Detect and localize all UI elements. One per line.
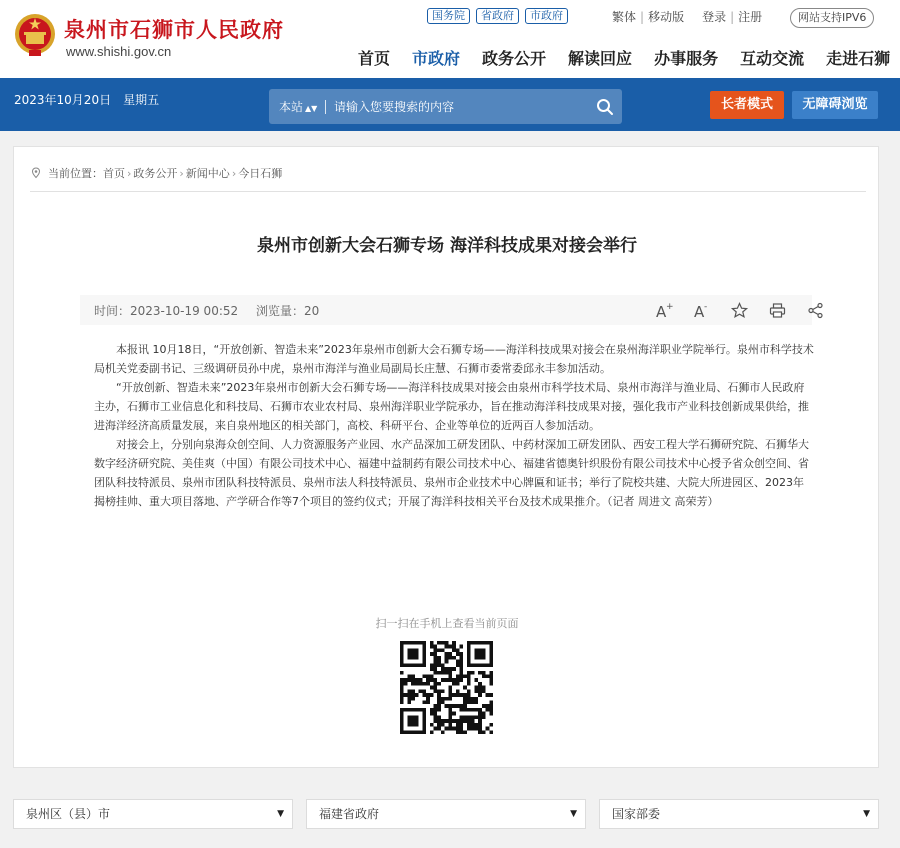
- nav-about-shishi[interactable]: 走进石狮: [826, 49, 891, 68]
- top-links: [612, 8, 762, 25]
- divider: |: [640, 9, 645, 24]
- district-links-select[interactable]: 泉州区（县）市 ▼: [13, 799, 293, 829]
- caret-down-icon: ▼: [863, 809, 870, 819]
- gov-link-city[interactable]: 市政府: [525, 8, 568, 24]
- print-icon[interactable]: [758, 300, 796, 320]
- article-body: [94, 340, 814, 511]
- search-icon[interactable]: [596, 98, 614, 116]
- current-date: 2023年10月20日 星期五: [14, 93, 160, 107]
- nav-services[interactable]: 办事服务: [654, 49, 719, 68]
- divider: [30, 191, 866, 192]
- sort-arrows-icon: ▲▼: [305, 104, 318, 113]
- elder-mode-button[interactable]: 长者模式: [710, 91, 784, 119]
- article-paragraph: “开放创新、智造未来”2023年泉州市创新大会石狮专场——海洋科技成果对接会由泉州市科学技术局、泉州市海洋与渔业局、石狮市人民政府主办，石狮市工业信息化和科技局、石狮市农业农村局、泉州海洋职业学院承办，旨在推动海洋科技成果对接，强化我市产业科技创新成果供给，推进海洋经济高质量发展，来自泉州地区的相关部门，高校、科研平台、企业等单位的近两百人参加活动。: [94, 381, 809, 432]
- login-link[interactable]: 登录: [702, 10, 727, 24]
- font-decrease-icon[interactable]: [682, 300, 720, 320]
- share-icon[interactable]: [796, 300, 834, 320]
- article-paragraph: 对接会上，分别向泉海众创空间、人力资源服务产业园、水产品深加工研发团队、中药材深加工研发团队、西安工程大学石狮研究院、石狮华大数字经济研究院、美佳爽（中国）有限公司技术中心、福建中益制药有限公司技术中心、福建省德奥针织股份有限公司技术中心授予省众创空间、省团队科技特派员、泉州市团队科技特派员、泉州市法人科技特派员、泉州市企业技术中心牌匾和证书；举行了院校共建、大院大所进园区、2023年揭榜挂帅、重大项目落地、产学研合作等7个项目的签约仪式；开展了海洋科技相关平台及技术成果推介。（记者 周进文 高荣芳）: [94, 438, 809, 508]
- article-meta: [94, 302, 333, 319]
- svg-text:+: +: [665, 301, 674, 312]
- gov-link-state-council[interactable]: 国务院: [427, 8, 470, 24]
- qr-code-image: [400, 641, 493, 734]
- site-title[interactable]: 泉州市石狮市人民政府: [64, 17, 284, 42]
- accessibility-button[interactable]: 无障碍浏览: [792, 91, 878, 119]
- nav-home[interactable]: 首页: [358, 49, 391, 68]
- font-increase-icon[interactable]: [644, 300, 682, 320]
- gov-link-province[interactable]: 省政府: [476, 8, 519, 24]
- location-pin-icon: [30, 167, 42, 179]
- caret-down-icon: ▼: [570, 809, 577, 819]
- gov-links: [427, 8, 568, 24]
- province-links-select[interactable]: 福建省政府 ▼: [306, 799, 586, 829]
- search-scope-select[interactable]: 本站 ▲▼: [279, 100, 318, 114]
- breadcrumb-separator-icon: ›: [231, 166, 237, 180]
- view-count: 浏览量：20: [255, 304, 320, 318]
- publish-time: 时间：2023-10-19 00:52: [94, 304, 239, 318]
- nav-government-affairs[interactable]: 政务公开: [482, 49, 547, 68]
- search-box[interactable]: [269, 89, 622, 124]
- mobile-version-link[interactable]: 移动版: [648, 10, 685, 24]
- divider: |: [730, 9, 735, 24]
- article-tools: [644, 300, 834, 320]
- divider: [325, 100, 326, 114]
- breadcrumb-news-center[interactable]: 新闻中心: [185, 167, 230, 180]
- footer-links: [0, 784, 900, 848]
- nav-city-government[interactable]: 市政府: [412, 49, 461, 68]
- nav-interaction[interactable]: 互动交流: [740, 49, 805, 68]
- breadcrumb: [30, 165, 282, 181]
- ipv6-badge: 网站支持IPV6: [790, 8, 874, 28]
- star-icon[interactable]: [720, 300, 758, 320]
- breadcrumb-home[interactable]: 首页: [103, 167, 125, 180]
- traditional-chinese-link[interactable]: 繁体: [612, 10, 637, 24]
- breadcrumb-label: 当前位置：: [48, 167, 103, 180]
- article-card: [13, 146, 879, 768]
- article-title: 泉州市创新大会石狮专场 海洋科技成果对接会举行: [257, 236, 637, 256]
- main-nav: [358, 46, 890, 69]
- svg-text:A: A: [655, 302, 666, 321]
- national-emblem-icon[interactable]: [14, 12, 56, 58]
- breadcrumb-today-shishi[interactable]: 今日石狮: [238, 167, 283, 180]
- nav-interpretation[interactable]: 解读回应: [568, 49, 633, 68]
- site-domain: www.shishi.gov.cn: [66, 44, 172, 59]
- register-link[interactable]: 注册: [738, 10, 763, 24]
- qr-code-caption: 扫一扫在手机上查看当前页面: [375, 617, 519, 630]
- breadcrumb-separator-icon: ›: [179, 166, 184, 180]
- svg-text:A: A: [693, 302, 704, 321]
- svg-text:-: -: [703, 301, 707, 312]
- search-input[interactable]: 请输入您要搜索的内容: [334, 100, 455, 114]
- caret-down-icon: ▼: [277, 809, 284, 819]
- article-paragraph: 本报讯 10月18日，“开放创新、智造未来”2023年泉州市创新大会石狮专场——海洋科技成果对接会在泉州海洋职业学院举行。泉州市科学技术局机关党委副书记、三级调研员孙中虎，泉州市海洋与渔业局副局长庄慧、石狮市委常委邱永丰参加活动。: [94, 343, 814, 375]
- breadcrumb-government-affairs[interactable]: 政务公开: [133, 167, 178, 180]
- ministry-links-select[interactable]: 国家部委 ▼: [599, 799, 879, 829]
- header: [0, 0, 900, 78]
- breadcrumb-separator-icon: ›: [127, 166, 132, 180]
